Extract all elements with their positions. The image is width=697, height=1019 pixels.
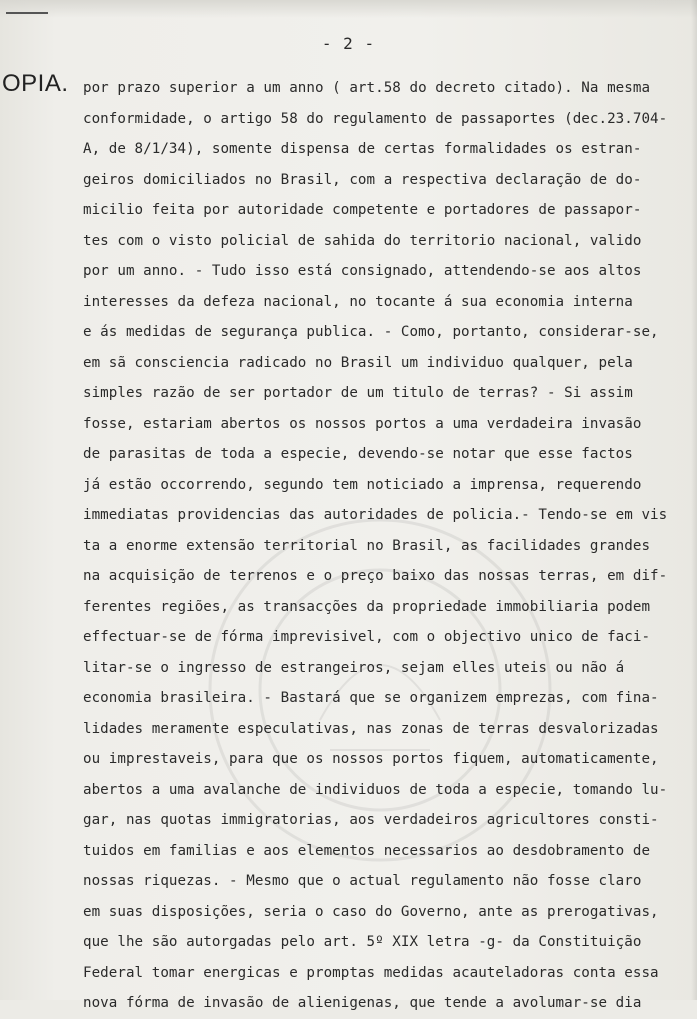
text-line: lidades meramente especulativas, nas zonas de terras desvalorizadas (83, 720, 659, 737)
text-line: simples razão de ser portador de um titulo de terras? - Si assim (83, 385, 633, 401)
text-line: em sã consciencia radicado no Brasil um individuo qualquer, pela (83, 354, 633, 371)
text-line: tes com o visto policial de sahida do territorio nacional, valido (83, 232, 642, 249)
text-line: por um anno. - Tudo isso está consignado, attendendo-se aos altos (83, 263, 642, 279)
text-line: ferentes regiões, as transacções da propriedade immobiliaria podem (83, 598, 651, 615)
text-line: immediatas providencias das autoridades de policia.- Tendo-se em vis (83, 507, 668, 523)
text-line: effectuar-se de fórma imprevisivel, com o objectivo unico de faci- (83, 629, 651, 645)
text-line: nova fórma de invasão de alienigenas, que tende a avolumar-se dia (83, 995, 642, 1011)
text-line: geiros domiciliados no Brasil, com a respectiva declaração de do- (83, 171, 642, 188)
text-line: abertos a uma avalanche de individuos de toda a especie, tomando lu- (83, 781, 668, 798)
text-line: litar-se o ingresso de estrangeiros, sejam elles uteis ou não á (83, 659, 625, 676)
text-line: micilio feita por autoridade competente e portadores de passapor- (83, 202, 642, 218)
page-right-edge (691, 0, 697, 1000)
text-line: na acquisição de terrenos e o preço baixo das nossas terras, em dif- (83, 568, 668, 584)
text-line: interesses da defeza nacional, no tocante á sua economia interna (83, 293, 633, 310)
text-line: fosse, estariam abertos os nossos portos a uma verdadeira invasão (83, 415, 642, 432)
text-line: gar, nas quotas immigratorias, aos verdadeiros agricultores consti- (83, 812, 659, 828)
text-line: em suas disposições, seria o caso do Governo, ante as prerogativas, (83, 903, 659, 920)
text-line: e ás medidas de segurança publica. - Como, portanto, considerar-se, (83, 324, 659, 340)
text-line: conformidade, o artigo 58 do regulamento de passaportes (dec.23.704- (83, 110, 668, 127)
text-line: ta a enorme extensão territorial no Brasil, as facilidades grandes (83, 537, 651, 554)
page-top-edge (0, 0, 697, 18)
page-number: - 2 - (321, 34, 376, 53)
text-line: nossas riquezas. - Mesmo que o actual regulamento não fosse claro (83, 873, 642, 889)
text-line: por prazo superior a um anno ( art.58 do decreto citado). Na mesma (83, 80, 651, 96)
copy-stamp: OPIA. (2, 70, 69, 97)
text-line: de parasitas de toda a especie, devendo-se notar que esse factos (83, 446, 633, 462)
text-line: tuidos em familias e aos elementos necessarios ao desdobramento de (83, 842, 651, 859)
text-line: Federal tomar energicas e promptas medidas acauteladoras conta essa (83, 964, 659, 981)
text-line: que lhe são autorgadas pelo art. 5º XIX letra -g- da Constituição (83, 934, 642, 950)
text-line: economia brasileira. - Bastará que se organizem emprezas, com fina- (83, 690, 659, 706)
body-text (83, 73, 673, 1019)
text-line: ou imprestaveis, para que os nossos portos fiquem, automaticamente, (83, 751, 659, 767)
corner-mark (6, 12, 48, 14)
text-line: já estão occorrendo, segundo tem noticiado a imprensa, requerendo (83, 476, 642, 493)
text-line: A, de 8/1/34), somente dispensa de certas formalidades os estran- (83, 141, 642, 157)
